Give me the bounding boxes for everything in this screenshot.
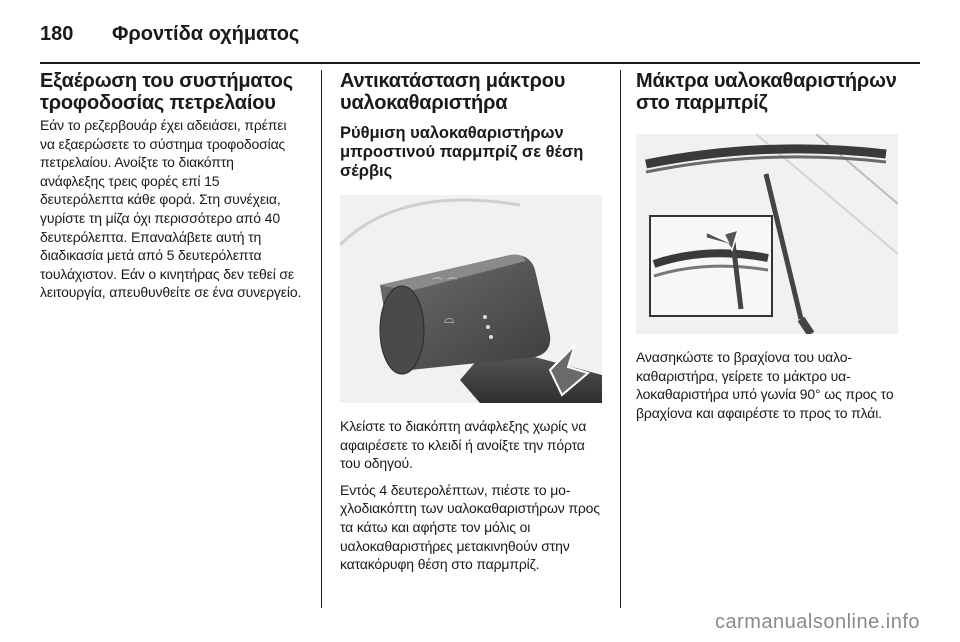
column-wiper-replacement bbox=[340, 70, 604, 574]
wiper-blades-heading: Μάκτρα υαλοκαθαριστήρων στο παρμπρίζ bbox=[636, 70, 897, 114]
column-divider-2 bbox=[620, 70, 621, 608]
svg-text:⌓: ⌓ bbox=[444, 312, 455, 327]
wiper-blade-drawing bbox=[636, 134, 898, 334]
service-step-1: Κλείστε το διακόπτη ανάφλεξης χωρίς να αφαιρέσετε το κλειδί ή ανοίξτε την πόρτα του οδηγού. bbox=[340, 418, 587, 472]
fuel-bleeding-heading: Εξαέρωση του συστήματος τροφοδοσίας πετρελαίου bbox=[40, 70, 293, 114]
column-divider-1 bbox=[321, 70, 322, 608]
site-watermark: carmanualsonline.info bbox=[714, 611, 920, 633]
header-divider bbox=[40, 62, 920, 64]
service-position-subheading: Ρύθμιση υαλοκαθαριστήρων μπροστινού παρμπρίζ σε θέση σέρβις bbox=[340, 124, 584, 180]
wiper-lever-illustration bbox=[340, 195, 602, 403]
blade-removal-step: Ανασηκώστε το βραχίονα του υαλοκαθαριστήρα, γείρετε το μάκτρο υαλοκαθαριστήρα υπό γωνία 90° ως προς το βραχίονα και αφαιρέστε το προς το πλάι. bbox=[636, 349, 894, 421]
column-fuel-bleeding bbox=[40, 70, 302, 302]
wiper-blade-illustration bbox=[636, 134, 898, 334]
wiper-replacement-heading: Αντικατάσταση μάκτρου υαλοκαθαριστήρα bbox=[340, 70, 566, 114]
page-number: 180 bbox=[40, 22, 74, 45]
svg-text:⌒ ⌒: ⌒ ⌒ bbox=[432, 277, 458, 290]
fuel-bleeding-text: Εάν το ρεζερβουάρ έχει αδειάσει, πρέπει να εξαερώσετε το σύστημα τροφοδοσίας πετρελαίου. Ανοίξτε το διακόπτη ανάφλεξης τρεις φορές επί 15 δευτερόλεπτα κάθε φορά. Στη συνέχεια, γυρίστε τη μίζα όχι περισσότερο από 40 δευτερόλεπτα. Επαναλάβετε αυτή τη διαδικασία μετά από 5 δευτερόλεπτα τουλάχιστον. Εάν ο κινητήρας δεν τεθεί σε λειτουργία, απευθυνθείτε σε ένα συνεργείο. bbox=[40, 117, 302, 301]
page-header bbox=[40, 14, 920, 54]
section-title: Φροντίδα οχήματος bbox=[112, 22, 300, 45]
service-step-2: Εντός 4 δευτερολέπτων, πιέστε το μοχλοδιακόπτη των υαλοκαθαριστήρων προς τα κάτω και αφήστε τον μόλις οι υαλοκαθαριστήρες μετακινηθούν στην κατακόρυφη θέση στο παρμπρίζ. bbox=[340, 481, 600, 573]
wiper-lever-drawing bbox=[340, 195, 602, 403]
column-wiper-blades bbox=[636, 70, 902, 422]
